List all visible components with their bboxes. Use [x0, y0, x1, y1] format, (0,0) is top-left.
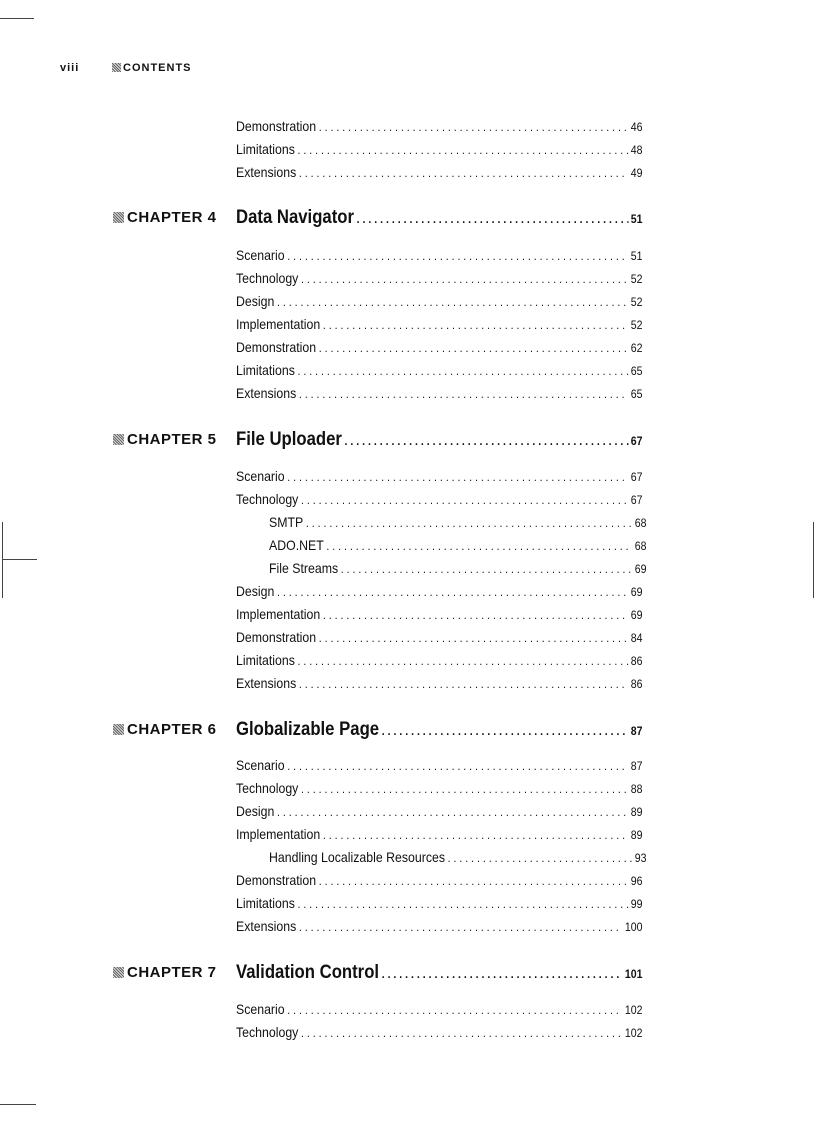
toc-subentry: [269, 513, 647, 531]
chapter-title-label: Validation Control: [236, 962, 380, 983]
toc-entry: [236, 338, 643, 356]
dot-leader: [287, 1001, 622, 1019]
toc-entry: [236, 467, 643, 485]
dot-leader: [319, 339, 628, 357]
chapter-title-page: 51: [630, 212, 643, 226]
dot-leader: [341, 560, 632, 578]
toc-entry: [236, 917, 643, 935]
toc-entry: [236, 894, 643, 912]
dot-leader: [326, 537, 632, 555]
toc-subentry-page: 68: [634, 539, 647, 553]
dot-leader: [298, 362, 629, 380]
toc-entry: [236, 582, 643, 600]
toc-subentry-label: Handling Localizable Resources: [269, 849, 446, 865]
toc-entry-label: Limitations: [236, 652, 295, 668]
toc-entry-page: 67: [630, 493, 643, 507]
toc-entry: [236, 628, 643, 646]
toc-entry: [236, 756, 643, 774]
toc-entry-label: Scenario: [236, 468, 285, 484]
dot-leader: [277, 293, 628, 311]
toc-entry: [236, 117, 643, 135]
chapter-number-text: CHAPTER 4: [127, 209, 217, 226]
dot-leader: [277, 803, 628, 821]
toc-entry-page: 88: [630, 782, 643, 796]
chapter-title: [236, 718, 643, 742]
toc-entry-label: Extensions: [236, 675, 297, 691]
toc-entry-label: Technology: [236, 1024, 299, 1040]
toc-entry-label: Implementation: [236, 606, 321, 622]
toc-entry: [236, 269, 643, 287]
toc-entry-label: Demonstration: [236, 872, 317, 888]
chapter-title-label: Data Navigator: [236, 207, 355, 228]
toc-subentry-page: 93: [634, 851, 647, 865]
toc-entry: [236, 163, 643, 181]
toc-entry-label: Demonstration: [236, 118, 317, 134]
dot-leader: [319, 118, 628, 136]
dot-leader: [382, 719, 628, 743]
toc-entry-page: 65: [630, 364, 643, 378]
page-folio: viii: [60, 62, 80, 74]
toc-subentry: [269, 536, 647, 554]
toc-entry-page: 67: [630, 470, 643, 484]
chapter-number-text: CHAPTER 6: [127, 721, 217, 738]
chapter-title: [236, 206, 643, 230]
toc-entry-label: Extensions: [236, 385, 297, 401]
toc-entry-label: Technology: [236, 491, 299, 507]
toc-entry-label: Scenario: [236, 247, 285, 263]
chapter-number: [113, 206, 217, 230]
dot-leader: [323, 606, 628, 624]
toc-entry-label: Implementation: [236, 826, 321, 842]
dot-leader: [357, 207, 629, 231]
chapter-title: [236, 961, 643, 985]
dot-leader: [298, 141, 629, 159]
toc-subentry-page: 68: [634, 516, 647, 530]
dot-leader: [301, 491, 628, 509]
toc-entry-page: 87: [630, 759, 643, 773]
chapter-mark-icon: [113, 212, 124, 223]
chapter-number-text: CHAPTER 7: [127, 964, 217, 981]
toc-entry: [236, 825, 643, 843]
chapter-title: [236, 428, 643, 452]
toc-entry-page: 52: [630, 295, 643, 309]
toc-entry: [236, 292, 643, 310]
toc-entry-page: 84: [630, 631, 643, 645]
toc-entry-label: Extensions: [236, 164, 297, 180]
toc-entry: [236, 779, 643, 797]
toc-entry-label: Scenario: [236, 757, 285, 773]
toc-entry-page: 86: [630, 654, 643, 668]
dot-leader: [301, 1024, 622, 1042]
toc-subentry-label: SMTP: [269, 514, 304, 530]
chapter-number: [113, 428, 217, 452]
chapter-title-page: 67: [630, 434, 643, 448]
toc-entry: [236, 384, 643, 402]
chapter-title-label: File Uploader: [236, 429, 342, 450]
toc-entry-page: 100: [624, 920, 643, 934]
dot-leader: [287, 468, 628, 486]
dot-leader: [299, 385, 628, 403]
toc-entry-label: Technology: [236, 270, 299, 286]
dot-leader: [306, 514, 632, 532]
dot-leader: [298, 895, 629, 913]
chapter-mark-icon: [113, 434, 124, 445]
dot-leader: [298, 652, 629, 670]
chapter-number-text: CHAPTER 5: [127, 431, 217, 448]
toc-entry: [236, 361, 643, 379]
toc-entry-page: 49: [630, 166, 643, 180]
toc-entry-page: 69: [630, 608, 643, 622]
toc-entry-label: Design: [236, 803, 275, 819]
dot-leader: [382, 962, 623, 986]
dot-leader: [319, 872, 628, 890]
toc-entry: [236, 674, 643, 692]
toc-entry-label: Implementation: [236, 316, 321, 332]
chapter-mark-icon: [113, 724, 124, 735]
chapter-title-page: 87: [630, 724, 643, 738]
toc-entry: [236, 651, 643, 669]
toc-subentry: [269, 559, 647, 577]
toc-entry: [236, 315, 643, 333]
dot-leader: [448, 849, 632, 867]
toc-entry-page: 52: [630, 318, 643, 332]
toc-entry-label: Limitations: [236, 895, 295, 911]
toc-entry-page: 89: [630, 828, 643, 842]
running-title-text: CONTENTS: [123, 62, 192, 74]
toc-entry-label: Extensions: [236, 918, 297, 934]
toc-entry-label: Demonstration: [236, 339, 317, 355]
toc-entry-page: 99: [630, 897, 643, 911]
toc-entry-page: 96: [630, 874, 643, 888]
toc-entry: [236, 1023, 643, 1041]
toc-entry: [236, 605, 643, 623]
toc-entry-page: 102: [624, 1026, 643, 1040]
dot-leader: [345, 429, 629, 453]
dot-leader: [323, 826, 628, 844]
toc-entry: [236, 871, 643, 889]
dot-leader: [287, 247, 628, 265]
toc-entry-page: 62: [630, 341, 643, 355]
toc-entry: [236, 1000, 643, 1018]
toc-subentry-page: 69: [634, 562, 647, 576]
toc-entry-label: Limitations: [236, 362, 295, 378]
dot-leader: [299, 164, 628, 182]
toc-entry-page: 86: [630, 677, 643, 691]
dot-leader: [301, 270, 628, 288]
chapter-mark-icon: [113, 967, 124, 978]
dot-leader: [323, 316, 628, 334]
toc-entry-page: 52: [630, 272, 643, 286]
dot-leader: [299, 675, 628, 693]
chapter-number: [113, 961, 217, 985]
chapter-title-page: 101: [624, 967, 643, 981]
toc-entry: [236, 140, 643, 158]
toc-entry: [236, 246, 643, 264]
toc-entry: [236, 802, 643, 820]
toc-subentry: [269, 848, 647, 866]
toc-entry-page: 48: [630, 143, 643, 157]
chapter-number: [113, 718, 217, 742]
toc-entry-page: 51: [630, 249, 643, 263]
toc-entry-label: Scenario: [236, 1001, 285, 1017]
toc-subentry-label: File Streams: [269, 560, 339, 576]
dot-leader: [299, 918, 622, 936]
toc-entry-label: Design: [236, 293, 275, 309]
toc-subentry-label: ADO.NET: [269, 537, 324, 553]
toc-entry-page: 89: [630, 805, 643, 819]
toc-entry-page: 102: [624, 1003, 643, 1017]
toc-entry-page: 69: [630, 585, 643, 599]
dot-leader: [287, 757, 628, 775]
toc-entry-label: Technology: [236, 780, 299, 796]
chapter-title-label: Globalizable Page: [236, 719, 380, 740]
toc-entry-label: Limitations: [236, 141, 295, 157]
toc-entry-label: Design: [236, 583, 275, 599]
dot-leader: [319, 629, 628, 647]
toc-entry: [236, 490, 643, 508]
toc-entry-page: 46: [630, 120, 643, 134]
dot-leader: [301, 780, 628, 798]
dot-leader: [277, 583, 628, 601]
toc-entry-label: Demonstration: [236, 629, 317, 645]
toc-entry-page: 65: [630, 387, 643, 401]
